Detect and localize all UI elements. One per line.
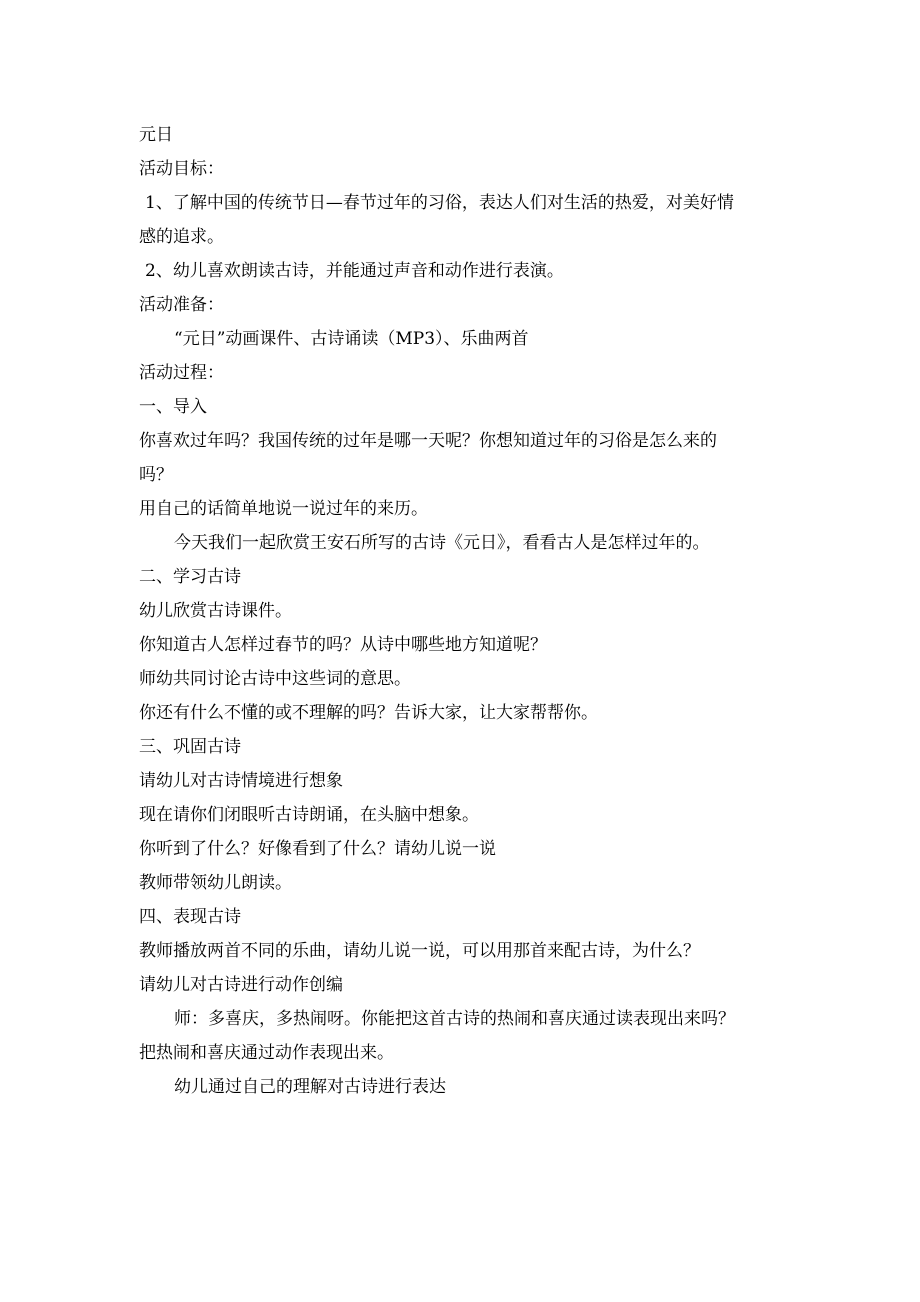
goal-item-1: 1、了解中国的传统节日—春节过年的习俗，表达人们对生活的热爱，对美好情: [145, 193, 734, 213]
section-heading-process: 活动过程：: [139, 363, 224, 383]
document-title: 元日: [139, 125, 173, 145]
step-heading-consolidate: 三、巩固古诗: [139, 737, 241, 757]
paragraph-line: 现在请你们闭眼听古诗朗诵，在头脑中想象。: [139, 805, 479, 825]
paragraph-line: 教师播放两首不同的乐曲，请幼儿说一说，可以用那首来配古诗，为什么？: [139, 941, 700, 961]
paragraph-line: 教师带领幼儿朗读。: [139, 873, 292, 893]
section-heading-preparation: 活动准备：: [139, 295, 224, 315]
section-heading-goals: 活动目标：: [139, 159, 224, 179]
paragraph-line: 把热闹和喜庆通过动作表现出来。: [139, 1043, 394, 1063]
paragraph-line: 请幼儿对古诗情境进行想象: [139, 771, 343, 791]
goal-item-1-continued: 感的追求。: [139, 227, 224, 247]
goal-item-2: 2、幼儿喜欢朗读古诗，并能通过声音和动作进行表演。: [145, 261, 564, 281]
step-heading-perform: 四、表现古诗: [139, 907, 241, 927]
paragraph-line: 幼儿通过自己的理解对古诗进行表达: [174, 1077, 446, 1097]
paragraph-line: 你听到了什么？好像看到了什么？请幼儿说一说: [139, 839, 496, 859]
paragraph-line: 你还有什么不懂的或不理解的吗？告诉大家，让大家帮帮你。: [139, 703, 598, 723]
paragraph-line: 你喜欢过年吗？我国传统的过年是哪一天呢？你想知道过年的习俗是怎么来的: [139, 431, 717, 451]
paragraph-line: 幼儿欣赏古诗课件。: [139, 601, 292, 621]
preparation-text: “元日”动画课件、古诗诵读（MP3）、乐曲两首: [174, 329, 529, 349]
paragraph-line: 用自己的话简单地说一说过年的来历。: [139, 499, 428, 519]
paragraph-line: 师幼共同讨论古诗中这些词的意思。: [139, 669, 411, 689]
paragraph-line: 师：多喜庆，多热闹呀。你能把这首古诗的热闹和喜庆通过读表现出来吗？: [174, 1009, 735, 1029]
paragraph-line: 你知道古人怎样过春节的吗？从诗中哪些地方知道呢？: [139, 635, 547, 655]
step-heading-intro: 一、导入: [139, 397, 207, 417]
paragraph-line: 吗？: [139, 465, 173, 485]
paragraph-line: 今天我们一起欣赏王安石所写的古诗《元日》，看看古人是怎样过年的。: [174, 533, 710, 553]
paragraph-line: 请幼儿对古诗进行动作创编: [139, 975, 343, 995]
step-heading-learn: 二、学习古诗: [139, 567, 241, 587]
